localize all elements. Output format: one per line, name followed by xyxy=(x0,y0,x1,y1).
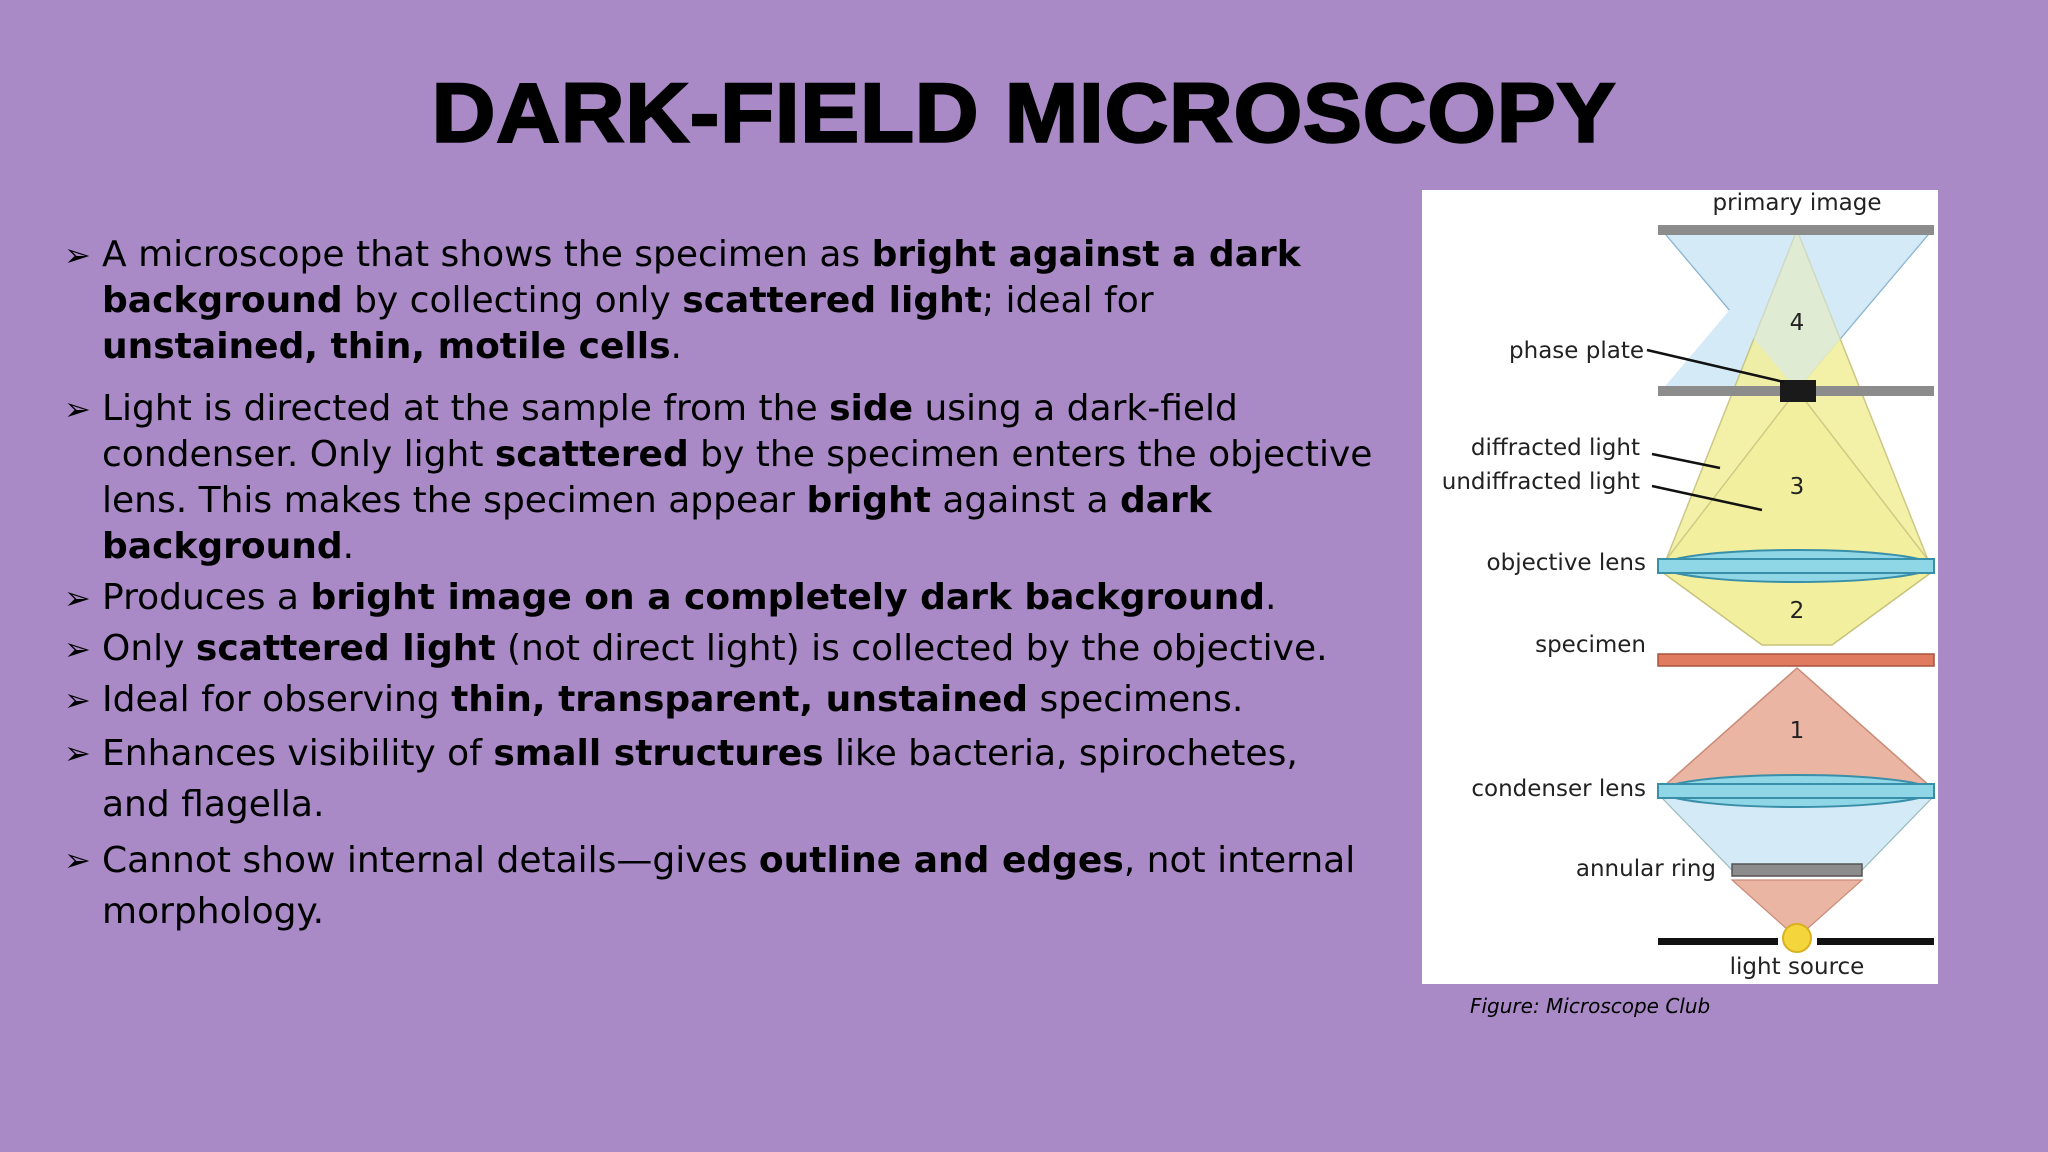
label-objective-lens: objective lens xyxy=(1486,550,1646,576)
bullet-bold-run: thin, transparent, unstained xyxy=(451,679,1029,720)
label-diffracted-light: diffracted light xyxy=(1470,435,1640,461)
bullet-run: Light is directed at the sample from the xyxy=(102,388,830,429)
bullet-bold-run: dark background xyxy=(102,480,1212,567)
bullet-run: . xyxy=(670,326,682,367)
bullet-bold-run: bright against a dark background xyxy=(102,234,1301,321)
arrow-bullet-icon: ➢ xyxy=(64,630,91,668)
number-2: 2 xyxy=(1789,598,1805,624)
bullet-text xyxy=(102,733,1298,825)
bullet-run: ; ideal for xyxy=(981,280,1154,321)
condenser-lens-bar xyxy=(1658,784,1934,798)
bullet-list xyxy=(64,232,1374,942)
light-source-stage-left xyxy=(1658,938,1778,945)
bullet-run: Only xyxy=(102,628,196,669)
bullet-item xyxy=(64,232,1374,370)
bullet-bold-run: side xyxy=(829,388,914,429)
label-primary-image: primary image xyxy=(1712,190,1882,216)
bullet-run: Cannot show internal details—gives xyxy=(102,840,759,881)
bullet-run: Enhances visibility of xyxy=(102,733,494,774)
bullet-text xyxy=(102,628,1328,669)
light-bulb-icon xyxy=(1783,924,1811,952)
bullet-bold-run: bright xyxy=(806,480,931,521)
bullet-bold-run: unstained, thin, motile cells xyxy=(102,326,671,367)
arrow-bullet-icon: ➢ xyxy=(64,841,91,879)
specimen-slide xyxy=(1658,654,1934,666)
light-source-stage-right xyxy=(1817,938,1934,945)
bullet-item xyxy=(64,835,1374,937)
bullet-bold-run: scattered light xyxy=(682,280,982,321)
label-undiffracted-light: undiffracted light xyxy=(1441,469,1640,495)
bullet-text xyxy=(102,679,1243,720)
label-annular-ring: annular ring xyxy=(1575,856,1716,882)
bullet-run: Ideal for observing xyxy=(102,679,452,720)
bullet-bold-run: small structures xyxy=(493,733,824,774)
number-1: 1 xyxy=(1789,718,1805,744)
bullet-run: by the specimen enters the objective lens. This makes the specimen appear xyxy=(102,434,1373,521)
phase-plate-center xyxy=(1780,380,1816,402)
bullet-run: . xyxy=(1265,577,1277,618)
bullet-run: . xyxy=(342,526,355,567)
bullet-item xyxy=(64,626,1374,672)
bullet-text xyxy=(102,234,1301,367)
bullet-item xyxy=(64,386,1374,570)
objective-lens-bar xyxy=(1658,559,1934,573)
bullet-bold-run: scattered light xyxy=(195,628,496,669)
arrow-bullet-icon: ➢ xyxy=(64,734,91,772)
arrow-bullet-icon: ➢ xyxy=(64,390,91,428)
bullet-text xyxy=(102,577,1276,618)
arrow-bullet-icon: ➢ xyxy=(64,681,91,719)
bullet-item xyxy=(64,728,1374,830)
label-specimen: specimen xyxy=(1535,632,1646,658)
bullet-bold-run: scattered xyxy=(494,434,689,475)
bullet-run: by collecting only xyxy=(342,280,683,321)
number-4: 4 xyxy=(1789,310,1805,336)
bullet-item xyxy=(64,575,1374,621)
label-condenser-lens: condenser lens xyxy=(1471,776,1646,802)
slide-title: DARK-FIELD MICROSCOPY xyxy=(431,65,1617,160)
figure-caption: Figure: Microscope Club xyxy=(1470,994,1711,1018)
diagram-svg xyxy=(1422,190,1938,984)
bullet-item xyxy=(64,677,1374,723)
primary-image-bar xyxy=(1658,225,1934,235)
arrow-bullet-icon: ➢ xyxy=(64,236,91,274)
bullet-run: against a xyxy=(930,480,1120,521)
bullet-run: using a dark-field condenser. Only light xyxy=(102,388,1238,475)
bullet-run: like bacteria, spirochetes, and flagella. xyxy=(102,733,1298,825)
bullet-bold-run: bright image on a completely dark background xyxy=(310,577,1266,618)
bullet-text xyxy=(102,840,1355,932)
dark-field-diagram xyxy=(1422,190,1938,984)
arrow-bullet-icon: ➢ xyxy=(64,579,91,617)
label-light-source: light source xyxy=(1729,954,1865,980)
bullet-bold-run: outline and edges xyxy=(758,840,1124,881)
bullet-run: (not direct light) is collected by the objective. xyxy=(495,628,1328,669)
number-3: 3 xyxy=(1789,474,1805,500)
bullet-text xyxy=(102,388,1372,567)
bullet-run: A microscope that shows the specimen as xyxy=(102,234,872,275)
bullet-run: , not internal morphology. xyxy=(102,840,1356,932)
bullet-run: specimens. xyxy=(1028,679,1244,720)
bullet-run: Produces a xyxy=(102,577,311,618)
label-phase-plate: phase plate xyxy=(1509,338,1644,364)
annular-ring-bar xyxy=(1732,864,1862,876)
